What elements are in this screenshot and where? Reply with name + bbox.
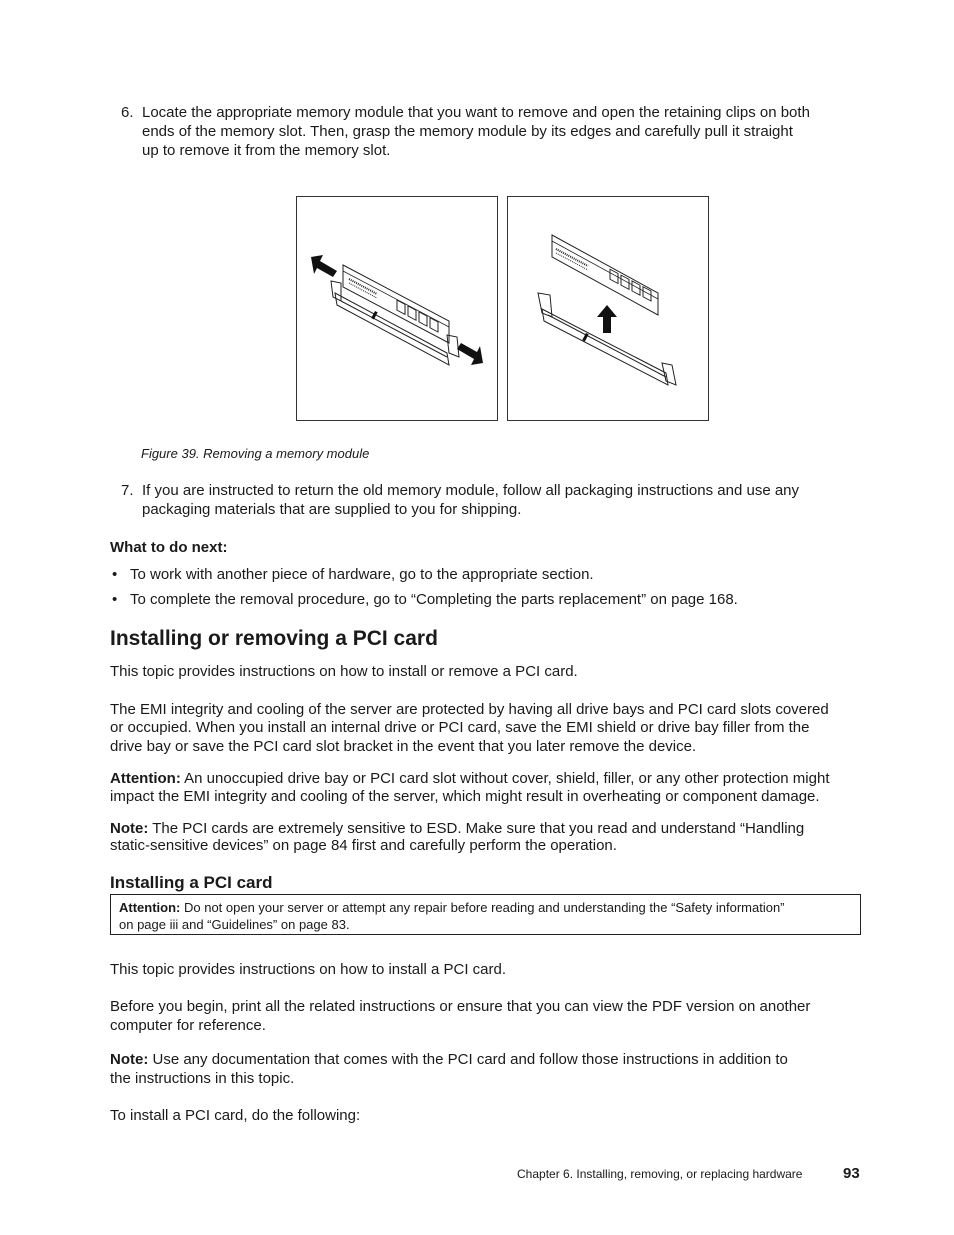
sub-note-line-2: the instructions in this topic.: [110, 1070, 295, 1087]
section-title: Installing or removing a PCI card: [110, 627, 438, 650]
step-6-line-1: Locate the appropriate memory module that you want to remove and open the retaining clips on both: [142, 104, 810, 121]
attention-label: Attention:: [110, 770, 181, 787]
sub-note-label: Note:: [110, 1051, 149, 1068]
safety-box-line-2: on page iii and “Guidelines” on page 83.: [119, 917, 350, 932]
figure-panel-lift-module: [507, 196, 709, 421]
step-7-line-1: If you are instructed to return the old memory module, follow all packaging instructions and use any: [142, 482, 800, 499]
emi-line-2: or occupied. When you install an internal drive or PCI card, save the EMI shield or drive bay filler from the: [110, 719, 810, 736]
what-to-do-next-heading: What to do next:: [110, 539, 228, 556]
memory-lift-illustration: [508, 197, 708, 420]
subsection-title: Installing a PCI card: [110, 873, 273, 892]
footer-chapter: Chapter 6. Installing, removing, or replacing hardware: [517, 1167, 803, 1181]
attention-line-1: An unoccupied drive bay or PCI card slot without cover, shield, filler, or any other protection might: [180, 770, 830, 787]
safety-box-line-1: [119, 899, 852, 916]
sub-note-paragraph: [110, 1050, 788, 1069]
next-item-1: To work with another piece of hardware, go to the appropriate section.: [130, 566, 594, 583]
safety-attention-box: [110, 894, 861, 935]
before-line-1: Before you begin, print all the related instructions or ensure that you can view the PDF version on another: [110, 998, 811, 1015]
next-item-2: To complete the removal procedure, go to “Completing the parts replacement” on page 168.: [130, 591, 738, 608]
emi-line-3: drive bay or save the PCI card slot bracket in the event that you later remove the device.: [110, 738, 697, 755]
memory-clips-open-illustration: [297, 197, 497, 420]
install-todo: To install a PCI card, do the following:: [110, 1107, 361, 1124]
page-number: 93: [843, 1165, 860, 1182]
attention-line-2: impact the EMI integrity and cooling of the server, which might result in overheating or component damage.: [110, 788, 820, 805]
emi-line-1: The EMI integrity and cooling of the server are protected by having all drive bays and PCI card slots covered: [110, 701, 829, 718]
sub-note-line-1: Use any documentation that comes with the PCI card and follow those instructions in addition to: [148, 1051, 788, 1068]
note-line-2: static-sensitive devices” on page 84 first and carefully perform the operation.: [110, 837, 617, 854]
safety-box-text-1: Do not open your server or attempt any repair before reading and understanding the “Safety information”: [180, 900, 785, 915]
figure-panel-open-clips: [296, 196, 498, 421]
note-line-1: The PCI cards are extremely sensitive to ESD. Make sure that you read and understand “Handling: [148, 820, 805, 837]
figure-caption: Figure 39. Removing a memory module: [141, 446, 370, 461]
arrow-right-icon: [457, 343, 483, 365]
arrow-up-icon: [597, 305, 617, 333]
section-intro: This topic provides instructions on how to install or remove a PCI card.: [110, 663, 578, 680]
step-7-line-2: packaging materials that are supplied to you for shipping.: [142, 501, 522, 518]
step-6-number: 6.: [121, 104, 134, 121]
note-label: Note:: [110, 820, 149, 837]
safety-attention-label: Attention:: [119, 900, 181, 915]
before-line-2: computer for reference.: [110, 1017, 266, 1034]
step-7-number: 7.: [121, 482, 134, 499]
bullet-marker: •: [112, 566, 118, 583]
attention-paragraph: [110, 769, 829, 788]
bullet-marker: •: [112, 591, 118, 608]
subsection-intro: This topic provides instructions on how to install a PCI card.: [110, 961, 507, 978]
step-6-line-2: ends of the memory slot. Then, grasp the memory module by its edges and carefully pull it straight: [142, 123, 793, 140]
arrow-left-icon: [311, 255, 337, 277]
step-6-line-3: up to remove it from the memory slot.: [142, 142, 391, 159]
